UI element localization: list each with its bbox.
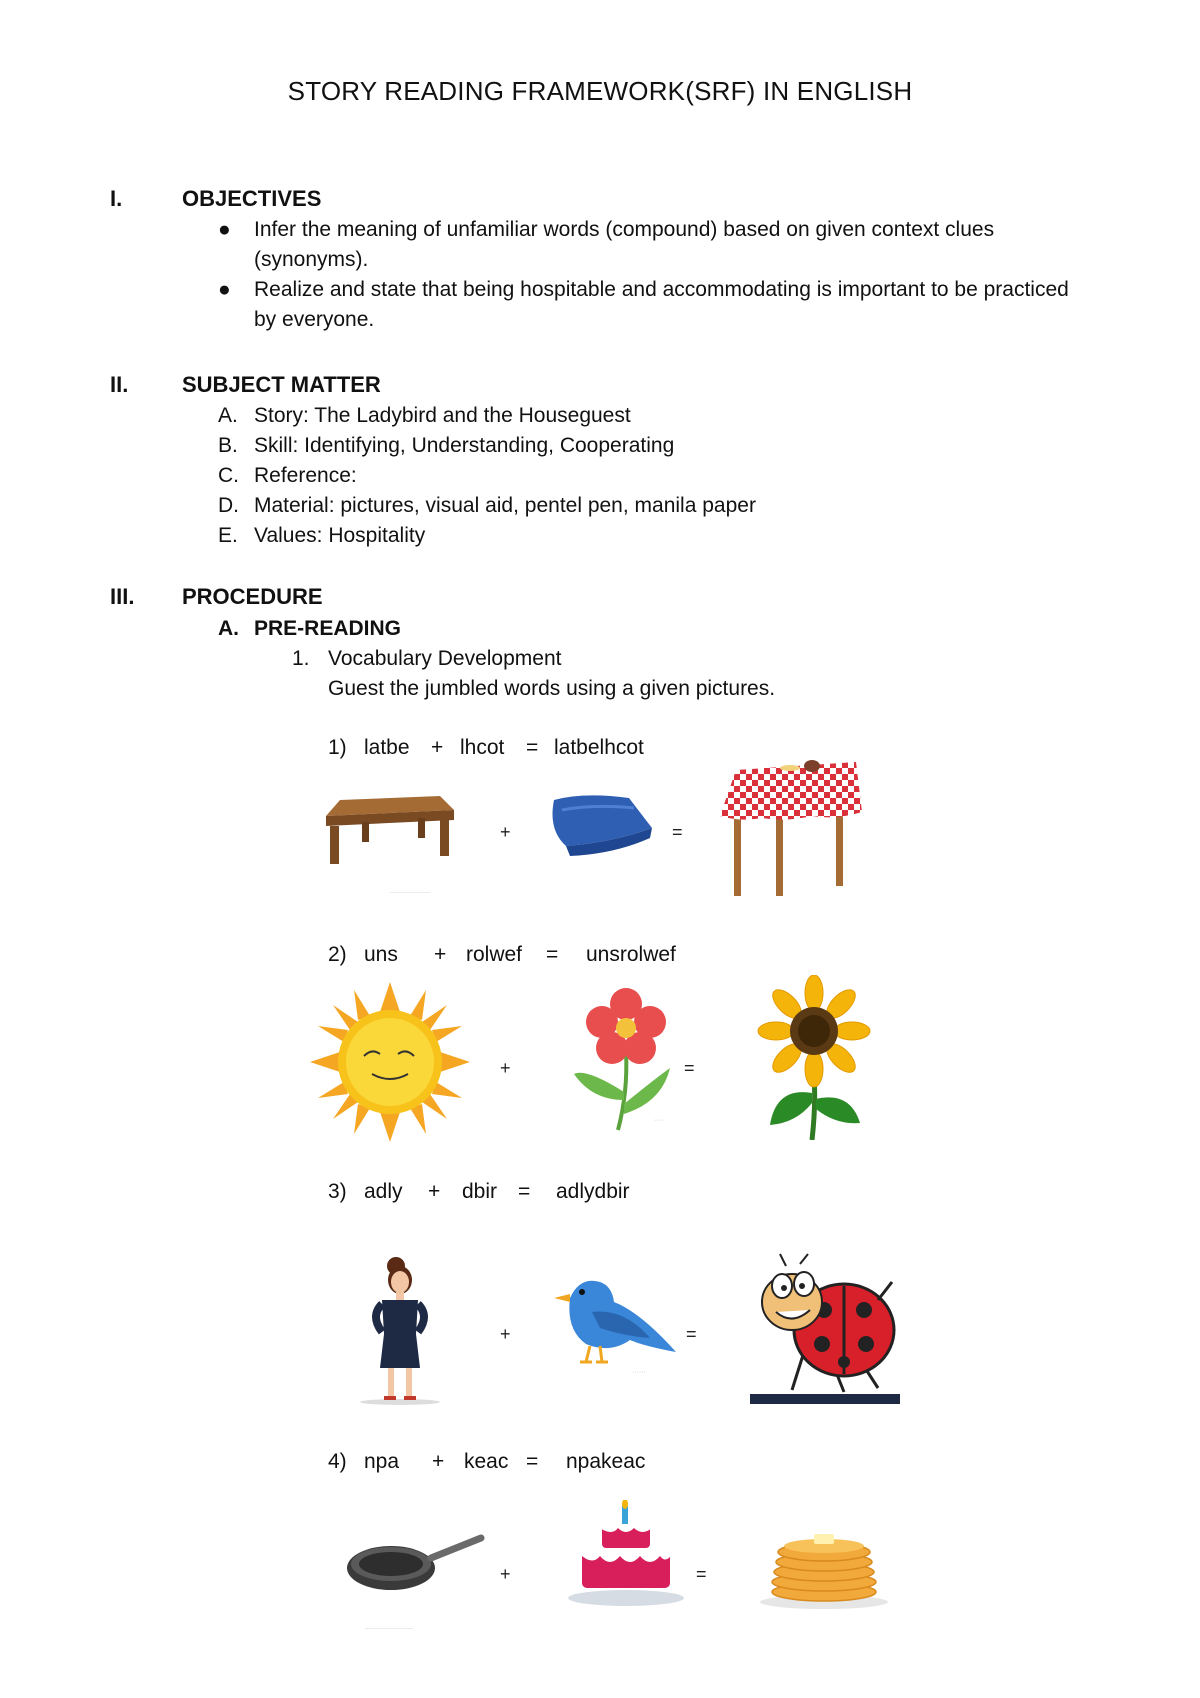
exercise-label: 3): [328, 1180, 347, 1203]
section-number: II.: [110, 372, 129, 397]
jumbled-result: npakeac: [566, 1450, 646, 1473]
bullet-icon: ●: [218, 218, 231, 241]
jumbled-word-1: npa: [364, 1450, 400, 1473]
equals-sign: =: [672, 822, 683, 842]
svg-text:····: ····: [654, 1117, 664, 1124]
exercise-label: 2): [328, 943, 347, 966]
equals-sign: =: [696, 1564, 707, 1584]
bullet-icon: ●: [218, 278, 231, 301]
section-procedure-heading: [110, 584, 323, 610]
subject-item: [218, 434, 674, 458]
plus-sign: +: [434, 943, 447, 966]
subject-item: [218, 494, 756, 518]
jumbled-word-1: adly: [364, 1180, 403, 1203]
item-letter: A.: [218, 404, 238, 427]
objective-text-line1: Infer the meaning of unfamiliar words (compound) based on given context clues: [254, 218, 995, 241]
equals-sign: =: [518, 1180, 531, 1203]
document-title: STORY READING FRAMEWORK(SRF) IN ENGLISH: [287, 76, 913, 106]
lady-icon: [350, 1256, 450, 1406]
item-text: PRE-READING: [254, 617, 402, 640]
section-number: I.: [110, 186, 123, 211]
plus-sign: +: [500, 1324, 511, 1344]
ladybird-icon: [746, 1252, 902, 1408]
jumbled-word-2: rolwef: [466, 943, 523, 966]
plus-sign: +: [500, 1058, 511, 1078]
item-letter: B.: [218, 434, 238, 457]
subject-item: [218, 404, 631, 428]
subject-item: [218, 524, 425, 548]
image-caption: ························: [365, 1626, 413, 1632]
svg-text:······: ······: [632, 1369, 646, 1376]
vocabulary-step: [292, 647, 561, 671]
jumbled-word-1: latbe: [364, 736, 410, 759]
section-objectives-heading: [110, 186, 321, 212]
jumbled-word-1: uns: [364, 943, 398, 966]
item-text: Skill: Identifying, Understanding, Cooperating: [254, 434, 675, 457]
plus-sign: +: [428, 1180, 441, 1203]
item-letter: A.: [218, 617, 239, 640]
item-letter: E.: [218, 524, 238, 547]
flower-icon: [566, 982, 716, 1132]
exercise-label: 1): [328, 736, 347, 759]
item-letter: D.: [218, 494, 239, 517]
plus-sign: +: [500, 822, 511, 842]
exercise-label: 4): [328, 1450, 347, 1473]
equals-sign: =: [526, 736, 539, 759]
item-text: Reference:: [254, 464, 357, 487]
subject-item: [218, 464, 357, 488]
objective-text-line1: Realize and state that being hospitable and accommodating is important to be practiced: [254, 278, 1069, 301]
equals-sign: =: [526, 1450, 539, 1473]
section-title: PROCEDURE: [182, 584, 323, 609]
cake-icon: [566, 1500, 686, 1610]
item-text: Story: The Ladybird and the Houseguest: [254, 404, 631, 427]
tablecloth-icon: [716, 756, 866, 906]
towel-icon: [544, 790, 659, 860]
equals-sign: =: [546, 943, 559, 966]
item-text: Material: pictures, visual aid, pentel pen, manila paper: [254, 494, 756, 517]
instruction-text: Guest the jumbled words using a given pictures.: [328, 677, 776, 700]
jumbled-result: unsrolwef: [586, 943, 676, 966]
objective-text-line2: (synonyms).: [254, 248, 369, 271]
step-number: 1.: [292, 647, 310, 670]
table-icon: [322, 788, 457, 888]
objective-text-line2: by everyone.: [254, 308, 375, 331]
section-number: III.: [110, 584, 135, 609]
jumbled-word-2: keac: [464, 1450, 509, 1473]
plus-sign: +: [432, 1450, 445, 1473]
step-title: Vocabulary Development: [328, 647, 562, 670]
plus-sign: +: [431, 736, 444, 759]
pancake-icon: [756, 1520, 896, 1610]
jumbled-word-2: lhcot: [460, 736, 505, 759]
item-letter: C.: [218, 464, 239, 487]
equals-sign: =: [686, 1324, 697, 1344]
sun-icon: [310, 982, 470, 1142]
bird-icon: [540, 1268, 680, 1378]
pan-icon: [345, 1530, 485, 1600]
jumbled-result: adlydbir: [556, 1180, 630, 1203]
item-text: Values: Hospitality: [254, 524, 426, 547]
section-title: OBJECTIVES: [182, 186, 322, 211]
section-subject-matter-heading: [110, 372, 381, 398]
image-caption: ····················: [390, 890, 430, 896]
jumbled-result: latbelhcot: [554, 736, 644, 759]
sunflower-icon: [756, 975, 874, 1140]
equals-sign: =: [684, 1058, 695, 1078]
pre-reading-heading: [218, 617, 401, 641]
jumbled-word-2: dbir: [462, 1180, 498, 1203]
plus-sign: +: [500, 1564, 511, 1584]
section-title: SUBJECT MATTER: [182, 372, 381, 397]
